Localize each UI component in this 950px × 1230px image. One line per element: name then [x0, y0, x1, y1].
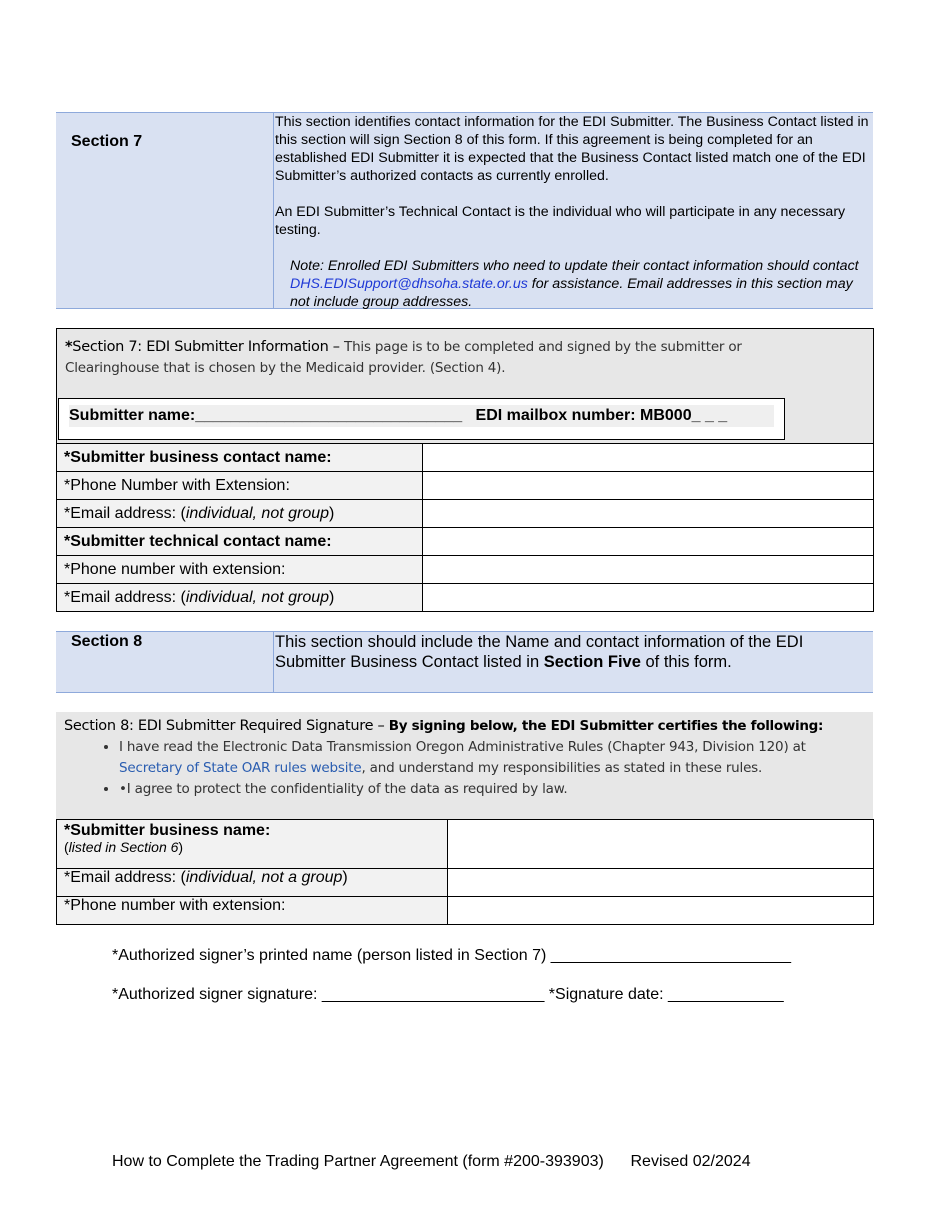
- section7-title: [65, 339, 344, 355]
- submitter-name-box: [58, 398, 785, 440]
- business-phone-label: *Phone Number with Extension:: [57, 472, 423, 500]
- section7-note: [275, 257, 871, 311]
- sub-text: (: [64, 839, 69, 855]
- section8-description: [275, 632, 871, 672]
- section8-title: [64, 715, 865, 737]
- label-italic: individual, not group: [185, 504, 330, 522]
- section7-instructions: This page is to be completed and signed by the submitter or Clearinghouse that is chosen by the Medicaid provider. (Section 4).: [65, 339, 742, 376]
- submitter-name-row: [69, 405, 774, 427]
- table-row: [57, 500, 874, 528]
- table-row: [57, 820, 874, 869]
- business-name-input[interactable]: [447, 820, 873, 869]
- technical-email-label: [57, 584, 423, 612]
- section8-desc-bold: Section Five: [543, 653, 641, 671]
- section8-info-band: [56, 631, 873, 693]
- required-star: *: [65, 339, 73, 355]
- section8-desc-text: This section should include the Name and contact information of the EDI Submitter Business Contact listed in: [275, 633, 804, 671]
- section7-heading: [65, 337, 803, 379]
- technical-contact-name-input[interactable]: [422, 528, 873, 556]
- bullet1-text: I have read the Electronic Data Transmission Oregon Administrative Rules (Chapter 943, Division 120) at: [119, 739, 806, 755]
- signer-phone-label: *Phone number with extension:: [57, 897, 448, 925]
- section7-para2: An EDI Submitter’s Technical Contact is the individual who will participate in any necessary testing.: [275, 204, 846, 238]
- business-name-label: [57, 820, 448, 869]
- label-text-end: ): [329, 504, 335, 522]
- label-text: *Email address: (: [64, 869, 186, 886]
- submitter-contact-table: [56, 443, 874, 612]
- table-row: [57, 444, 874, 472]
- business-contact-name-label: *Submitter business contact name:: [57, 444, 423, 472]
- section7-para1: This section identifies contact information for the EDI Submitter. The Business Contact listed in this section will sign Section 8 of this form. If this agreement is being completed for an established EDI Submitter it is expected that the Business Contact listed match one of the EDI Submitter’s authorized contacts as currently enrolled.: [275, 114, 869, 184]
- label-text: *Email address: (: [64, 504, 186, 522]
- table-row: [57, 584, 874, 612]
- section7-submitter-info-box: [56, 328, 874, 612]
- section7-description: [275, 113, 871, 311]
- section8-signature-box: [56, 712, 873, 819]
- technical-contact-name-label: *Submitter technical contact name:: [57, 528, 423, 556]
- signer-email-input[interactable]: [447, 869, 873, 897]
- business-name-label-text: *Submitter business name:: [64, 822, 271, 839]
- business-contact-name-input[interactable]: [422, 444, 873, 472]
- list-item: • •I agree to protect the confidentiality of the data as required by law.: [119, 779, 853, 800]
- footer-revised: Revised 02/2024: [630, 1153, 751, 1170]
- band-divider: [273, 113, 274, 308]
- submitter-name-field[interactable]: Submitter name:______________________________: [69, 407, 463, 424]
- label-text-end: ): [329, 588, 335, 606]
- sos-oar-rules-link[interactable]: Secretary of State OAR rules website: [119, 760, 362, 776]
- page-footer: [112, 1153, 751, 1171]
- table-row: [57, 528, 874, 556]
- section8-desc-end: of this form.: [640, 653, 732, 671]
- section7-info-band: [56, 112, 873, 309]
- section8-certifies: By signing below, the EDI Submitter certifies the following:: [388, 718, 824, 734]
- edi-support-email-link[interactable]: DHS.EDISupport@dhsoha.state.or.us: [290, 276, 528, 292]
- bullet1-text-end: , and understand my responsibilities as stated in these rules.: [361, 760, 763, 776]
- list-item: [119, 737, 853, 779]
- signature-and-date-line[interactable]: *Authorized signer signature: _________________________ *Signature date: _____________: [112, 986, 784, 1003]
- certification-list: [64, 737, 853, 800]
- section8-label: Section 8: [71, 633, 143, 650]
- table-row: [57, 556, 874, 584]
- section8-title-text: Section 8: EDI Submitter Required Signature –: [64, 718, 389, 734]
- signer-phone-input[interactable]: [447, 897, 873, 925]
- sub-text-end: ): [178, 839, 184, 855]
- edi-mailbox-number-field[interactable]: EDI mailbox number: MB000_ _ _: [475, 407, 728, 424]
- signer-email-label: [57, 869, 448, 897]
- business-email-label: [57, 500, 423, 528]
- note-text-start: Note: Enrolled EDI Submitters who need to update their contact information should contact: [290, 258, 859, 274]
- note-text-end: for assistance. Email addresses in this section may not include group addresses.: [290, 276, 853, 310]
- footer-title: How to Complete the Trading Partner Agreement (form #200-393903): [112, 1153, 604, 1170]
- label-italic: individual, not group: [185, 588, 330, 606]
- label-text: *Email address: (: [64, 588, 186, 606]
- technical-phone-label: *Phone number with extension:: [57, 556, 423, 584]
- label-italic: individual, not a group: [185, 869, 343, 886]
- table-row: [57, 869, 874, 897]
- band-divider: [273, 632, 274, 692]
- printed-name-line[interactable]: *Authorized signer’s printed name (person listed in Section 7) ___________________________: [112, 947, 792, 964]
- table-row: [57, 897, 874, 925]
- section7-title-text: Section 7: EDI Submitter Information –: [72, 339, 345, 355]
- business-phone-input[interactable]: [422, 472, 873, 500]
- technical-phone-input[interactable]: [422, 556, 873, 584]
- technical-email-input[interactable]: [422, 584, 873, 612]
- submitter-business-table: [56, 819, 874, 925]
- sub-italic: listed in Section 6: [68, 839, 179, 855]
- table-row: [57, 472, 874, 500]
- label-text-end: ): [342, 869, 348, 886]
- section7-label: Section 7: [71, 133, 143, 150]
- business-email-input[interactable]: [422, 500, 873, 528]
